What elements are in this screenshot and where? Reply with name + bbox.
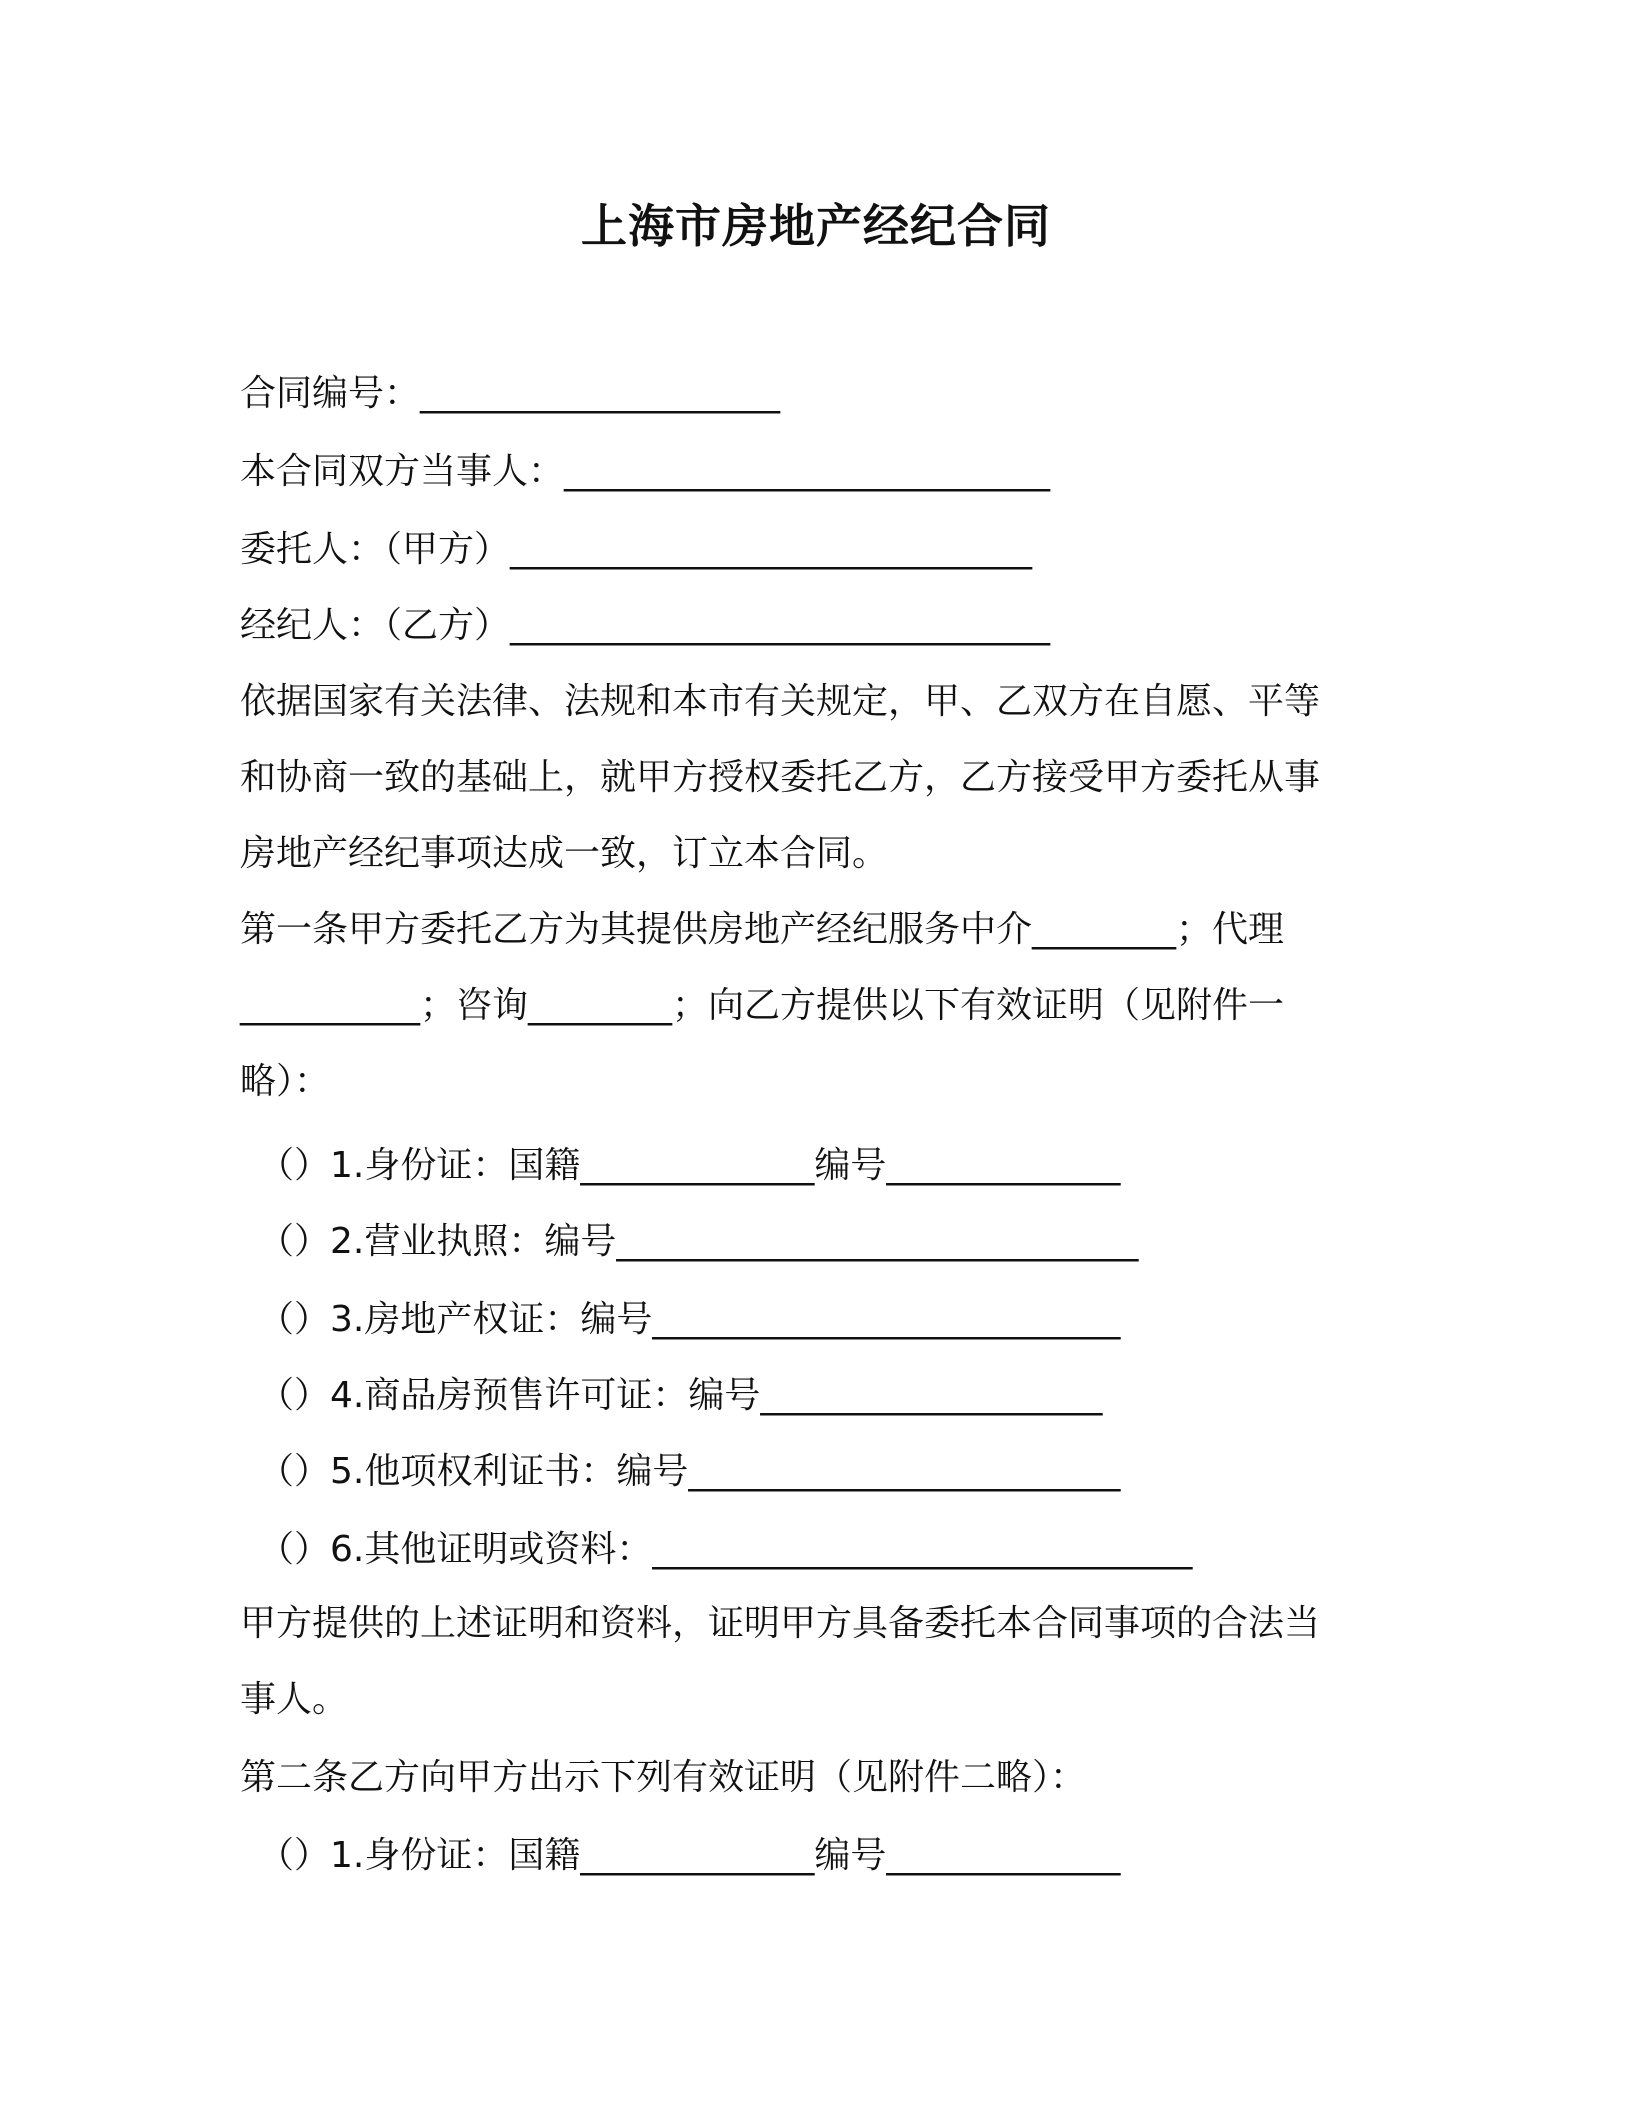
document-item-6: （）6.其他证明或资料：______________________________	[258, 1529, 1193, 1570]
article-one-line-1: 第一条甲方委托乙方为其提供房地产经纪服务中介________；代理	[240, 909, 1285, 950]
preamble-line-1: 依据国家有关法律、法规和本市有关规定，甲、乙双方在自愿、平等	[240, 681, 1321, 722]
contract-number-line: 合同编号：____________________	[240, 373, 781, 414]
preamble-line-2: 和协商一致的基础上，就甲方授权委托乙方，乙方接受甲方委托从事	[240, 757, 1321, 798]
article-two-item-1: （）1.身份证：国籍_____________编号_____________	[258, 1835, 1121, 1876]
page-title: 上海市房地产经纪合同	[581, 199, 1051, 253]
article-two-line-1: 第二条乙方向甲方出示下列有效证明（见附件二略）：	[240, 1757, 1087, 1798]
article-one-line-3: 略）：	[240, 1061, 331, 1102]
parties-line: 本合同双方当事人：___________________________	[240, 451, 1051, 492]
document-item-2: （）2.营业执照：编号_____________________________	[258, 1221, 1139, 1262]
preamble-line-3: 房地产经纪事项达成一致，订立本合同。	[240, 833, 889, 874]
document-item-5: （）5.他项权利证书：编号________________________	[258, 1451, 1121, 1492]
principal-line: 委托人：（甲方）_____________________________	[240, 529, 1033, 570]
broker-line: 经纪人：（乙方）______________________________	[240, 605, 1051, 646]
article-one-summary-line-1: 甲方提供的上述证明和资料，证明甲方具备委托本合同事项的合法当	[240, 1603, 1321, 1644]
document-item-4: （）4.商品房预售许可证：编号___________________	[258, 1375, 1103, 1416]
article-one-summary-line-2: 事人。	[240, 1679, 349, 1720]
article-one-line-2: __________；咨询________；向乙方提供以下有效证明（见附件一	[240, 985, 1285, 1026]
document-item-3: （）3.房地产权证：编号__________________________	[258, 1299, 1121, 1340]
document-item-1: （）1.身份证：国籍_____________编号_____________	[258, 1145, 1121, 1186]
